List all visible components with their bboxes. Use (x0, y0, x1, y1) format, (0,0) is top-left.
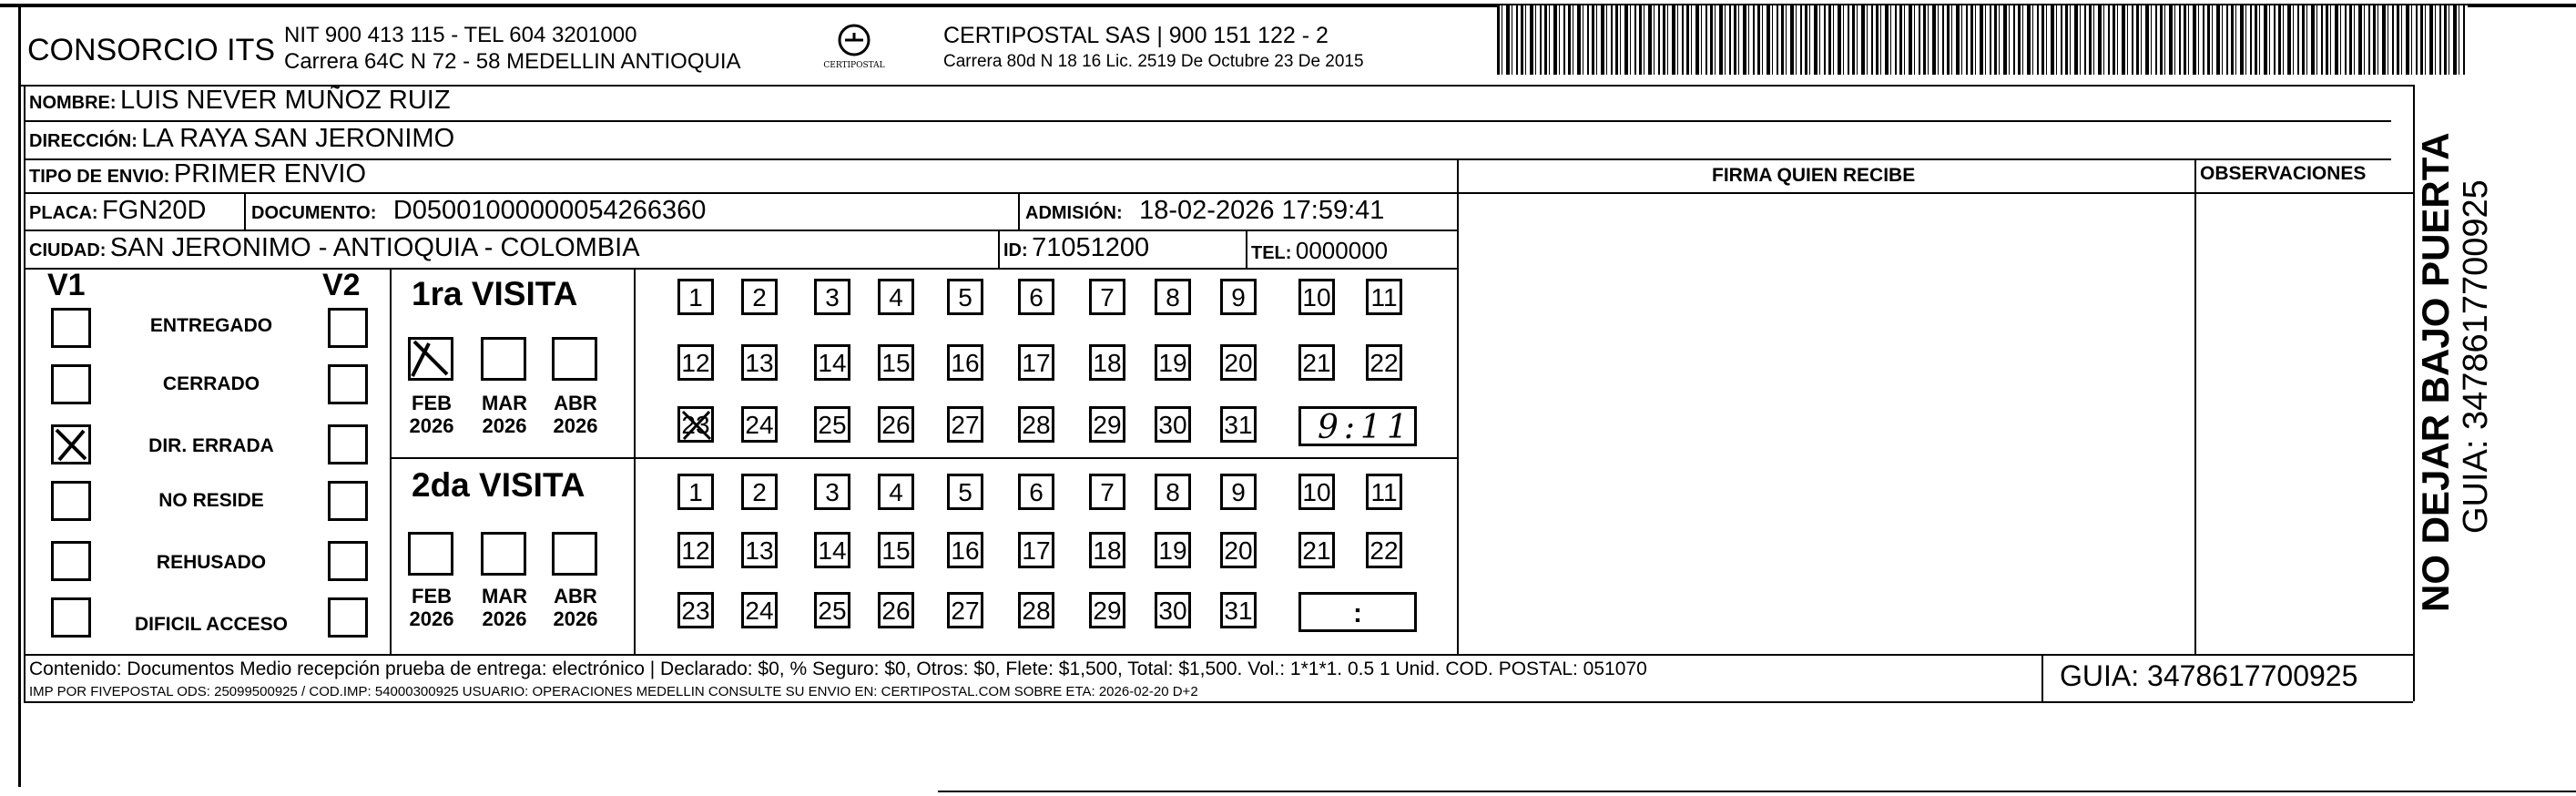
month-name: MAR (481, 392, 528, 414)
first-visit-day-18[interactable] (1089, 344, 1125, 381)
first-month-abr (548, 392, 603, 438)
cell-divider (998, 230, 1000, 268)
day-number: 9 (1231, 283, 1246, 311)
tipo-envio-row (29, 161, 366, 188)
check-mark-icon (54, 427, 88, 462)
status-section-divider (390, 268, 392, 654)
first-visit-day-26[interactable] (878, 406, 914, 443)
ciudad-cell (29, 235, 640, 261)
row-line (24, 268, 1457, 270)
day-number: 17 (1022, 536, 1051, 565)
second-visit-day-19[interactable] (1155, 532, 1191, 568)
second-visit-title: 2da VISITA (412, 466, 585, 504)
certipostal-logo (818, 20, 891, 78)
bottom-stub-line (938, 791, 2576, 792)
month-year: 2026 (409, 607, 454, 631)
day-number: 28 (1022, 411, 1051, 439)
first-visit-day-2[interactable] (741, 279, 778, 315)
documento-value: D05001000000054266360 (392, 196, 707, 225)
first-visit-day-30[interactable] (1155, 406, 1191, 443)
day-number: 13 (745, 536, 774, 565)
first-month-feb (404, 392, 459, 438)
second-visit-day-27[interactable] (947, 592, 983, 628)
second-month-abr-checkbox[interactable] (552, 532, 597, 576)
second-visit-day-18[interactable] (1089, 532, 1125, 568)
v2-checkbox-rehusado[interactable] (328, 541, 368, 581)
second-visit-day-7[interactable] (1089, 474, 1125, 510)
day-number: 1 (688, 283, 703, 311)
first-visit-day-15[interactable] (878, 344, 914, 381)
second-visit-day-24[interactable] (741, 592, 778, 628)
day-number: 3 (825, 478, 840, 506)
second-visit-time: : (1353, 598, 1362, 628)
day-number: 15 (881, 536, 911, 565)
row-line (24, 120, 2391, 122)
day-number: 31 (1224, 597, 1253, 625)
day-number: 27 (951, 597, 980, 625)
month-name: FEB (412, 585, 452, 607)
second-visit-day-2[interactable] (741, 474, 778, 510)
day-number: 25 (818, 597, 847, 625)
first-month-abr-checkbox[interactable] (552, 337, 597, 381)
day-number: 8 (1166, 478, 1180, 506)
first-month-mar-checkbox[interactable] (481, 337, 526, 381)
second-visit-day-9[interactable] (1220, 474, 1257, 510)
first-visit-day-19[interactable] (1155, 344, 1191, 381)
status-no-reside: NO RESIDE (158, 490, 264, 511)
day-number: 20 (1224, 349, 1253, 377)
nombre-value: LUIS NEVER MUÑOZ RUIZ (120, 86, 451, 115)
day-number: 23 (681, 411, 710, 439)
day-number: 23 (681, 597, 710, 625)
v1-header: V1 (47, 268, 86, 302)
first-visit-day-1[interactable] (677, 279, 714, 315)
second-visit-day-10[interactable] (1298, 474, 1335, 510)
company-nit: NIT 900 413 115 - TEL 604 3201000 (284, 23, 637, 47)
admision-value: 18-02-2026 17:59:41 (1139, 196, 1385, 225)
admision-label: ADMISIÓN: (1025, 203, 1123, 223)
day-number: 8 (1166, 283, 1180, 311)
first-visit-day-28[interactable] (1018, 406, 1054, 443)
direccion-row (29, 126, 454, 152)
first-visit-day-3[interactable] (814, 279, 850, 315)
first-visit-day-20[interactable] (1220, 344, 1257, 381)
v1-checkbox-no-reside[interactable] (51, 481, 91, 521)
day-number: 17 (1022, 349, 1051, 377)
day-number: 30 (1158, 597, 1187, 625)
second-visit-day-25[interactable] (814, 592, 850, 628)
v1-checkbox-rehusado[interactable] (51, 541, 91, 581)
id-label: ID: (1003, 240, 1028, 260)
firma-left-border (1457, 158, 1459, 654)
id-cell (1003, 235, 1149, 261)
day-number: 18 (1093, 349, 1122, 377)
day-number: 19 (1158, 349, 1187, 377)
placa-cell (29, 198, 206, 224)
v1-checkbox-dificil-acceso[interactable] (51, 597, 91, 638)
row-line (24, 158, 2391, 160)
first-visit-day-29[interactable] (1089, 406, 1125, 443)
day-number: 5 (958, 478, 972, 506)
day-number: 24 (745, 597, 774, 625)
footer-content-line: Contenido: Documentos Medio recepción prueba de entrega: electrónico | Declarado: $0, % Seguro: $0, Otros: $0, Flete: $1,500, Total: $1,500. Vol.: 1*1*1. 0.5 1 Unid. COD. POSTAL: 051070 (29, 658, 1647, 679)
placa-label: PLACA: (29, 203, 98, 223)
day-number: 27 (951, 411, 980, 439)
second-visit-day-31[interactable] (1220, 592, 1257, 628)
day-number: 26 (881, 411, 911, 439)
ciudad-label: CIUDAD: (29, 240, 107, 260)
tel-label: TEL: (1251, 243, 1292, 263)
second-visit-day-30[interactable] (1155, 592, 1191, 628)
row-line (24, 230, 1457, 231)
second-visit-day-15[interactable] (878, 532, 914, 568)
day-number: 6 (1029, 283, 1044, 311)
footer-imp-line: IMP POR FIVEPOSTAL ODS: 25099500925 / COD.IMP: 54000300925 USUARIO: OPERACIONES MEDELLIN CONSULTE SU ENVIO EN: CERTIPOSTAL.COM SOBRE ETA: 2026-02-20 D+2 (29, 684, 1198, 699)
v2-checkbox-cerrado[interactable] (328, 364, 368, 404)
second-month-mar-checkbox[interactable] (481, 532, 526, 576)
second-visit-day-22[interactable] (1366, 532, 1402, 568)
day-number: 3 (825, 283, 840, 311)
barcode (1497, 5, 2468, 75)
day-number: 12 (681, 349, 710, 377)
first-visit-day-11[interactable] (1366, 279, 1402, 315)
table-left-border (24, 85, 25, 701)
second-month-mar (477, 585, 532, 631)
day-number: 15 (881, 349, 911, 377)
first-visit-day-21[interactable] (1298, 344, 1335, 381)
ciudad-value: SAN JERONIMO - ANTIOQUIA - COLOMBIA (109, 233, 640, 262)
company-name: CONSORCIO ITS (27, 33, 276, 67)
month-name: FEB (412, 392, 452, 414)
day-number: 29 (1093, 411, 1122, 439)
cell-divider (244, 192, 246, 230)
first-visit-day-16[interactable] (947, 344, 983, 381)
second-visit-day-16[interactable] (947, 532, 983, 568)
v1-checkbox-cerrado[interactable] (51, 364, 91, 404)
placa-value: FGN20D (102, 196, 207, 225)
direccion-value: LA RAYA SAN JERONIMO (141, 124, 455, 153)
day-number: 2 (752, 283, 767, 311)
documento-cell (251, 198, 706, 224)
second-month-abr (548, 585, 603, 631)
day-number: 9 (1231, 478, 1246, 506)
tel-cell (1251, 239, 1388, 262)
month-year: 2026 (553, 414, 598, 438)
first-visit-day-22[interactable] (1366, 344, 1402, 381)
status-rehusado: REHUSADO (156, 552, 267, 573)
first-visit-time: 9:11 (1318, 409, 1413, 446)
nombre-row (29, 87, 451, 114)
side-guia: GUIA: 3478617700925 (2457, 179, 2495, 534)
status-dir-errada: DIR. ERRADA (148, 435, 274, 456)
day-number: 16 (951, 536, 980, 565)
second-month-feb (404, 585, 459, 631)
day-number: 16 (951, 349, 980, 377)
day-number: 7 (1100, 283, 1115, 311)
side-no-dejar: NO DEJAR BAJO PUERTA (2414, 132, 2457, 612)
documento-label: DOCUMENTO: (251, 203, 377, 223)
visit-divider (390, 457, 1457, 459)
first-visit-day-6[interactable] (1018, 279, 1054, 315)
second-visit-day-13[interactable] (741, 532, 778, 568)
day-number: 11 (1370, 478, 1398, 506)
second-visit-day-14[interactable] (814, 532, 850, 568)
second-visit-day-20[interactable] (1220, 532, 1257, 568)
second-visit-day-17[interactable] (1018, 532, 1054, 568)
check-mark-icon (411, 340, 451, 378)
second-visit-day-3[interactable] (814, 474, 850, 510)
nombre-label: NOMBRE: (29, 93, 117, 113)
company-address: Carrera 64C N 72 - 58 MEDELLIN ANTIOQUIA (284, 49, 741, 74)
second-visit-day-21[interactable] (1298, 532, 1335, 568)
first-visit-day-14[interactable] (814, 344, 850, 381)
second-visit-day-12[interactable] (677, 532, 714, 568)
tel-value: 0000000 (1295, 237, 1389, 264)
day-number: 30 (1158, 411, 1187, 439)
day-number: 21 (1302, 349, 1331, 377)
first-visit-day-10[interactable] (1298, 279, 1335, 315)
v1-checkbox-dir-errada[interactable] (51, 424, 91, 464)
day-number: 11 (1370, 283, 1398, 311)
day-number: 10 (1302, 283, 1331, 311)
day-number: 2 (752, 478, 767, 506)
first-visit-time-box[interactable] (1298, 406, 1417, 446)
observaciones-header: OBSERVACIONES (2200, 163, 2367, 184)
first-visit-day-12[interactable] (677, 344, 714, 381)
status-dificil-acceso: DIFICIL ACCESO (134, 614, 288, 635)
month-name: MAR (481, 585, 528, 607)
month-year: 2026 (482, 414, 527, 438)
day-number: 18 (1093, 536, 1122, 565)
day-number: 25 (818, 411, 847, 439)
v2-checkbox-no-reside[interactable] (328, 481, 368, 521)
day-number: 22 (1369, 536, 1399, 565)
logo-text: CERTIPOSTAL (823, 61, 885, 70)
day-number: 4 (889, 478, 903, 506)
day-number: 1 (688, 478, 703, 506)
footer-guia-divider (2041, 654, 2043, 701)
left-border (18, 4, 21, 787)
tipo-value: PRIMER ENVIO (173, 159, 367, 189)
first-visit-day-27[interactable] (947, 406, 983, 443)
day-number: 14 (818, 536, 847, 565)
row-line (24, 654, 2413, 656)
month-year: 2026 (553, 607, 598, 631)
day-number: 26 (881, 597, 911, 625)
second-visit-time-box[interactable] (1298, 592, 1417, 632)
first-visit-title: 1ra VISITA (412, 275, 578, 312)
row-line (24, 701, 2413, 703)
id-value: 71051200 (1032, 233, 1150, 262)
first-visit-day-24[interactable] (741, 406, 778, 443)
second-visit-day-8[interactable] (1155, 474, 1191, 510)
status-cerrado: CERRADO (162, 373, 260, 394)
footer-guia: GUIA: 3478617700925 (2060, 659, 2358, 692)
second-visit-day-4[interactable] (878, 474, 914, 510)
month-year: 2026 (409, 414, 454, 438)
firma-header: FIRMA QUIEN RECIBE (1712, 165, 1916, 186)
day-number: 4 (889, 283, 903, 311)
first-visit-day-23[interactable] (677, 406, 714, 443)
first-visit-day-31[interactable] (1220, 406, 1257, 443)
observaciones-left-border (2194, 158, 2196, 654)
month-name: ABR (554, 392, 597, 414)
day-number: 19 (1158, 536, 1187, 565)
direccion-label: DIRECCIÓN: (29, 131, 137, 151)
second-visit-day-23[interactable] (677, 592, 714, 628)
day-number: 31 (1224, 411, 1253, 439)
first-visit-day-4[interactable] (878, 279, 914, 315)
v2-checkbox-entregado[interactable] (328, 308, 368, 348)
v2-checkbox-dificil-acceso[interactable] (328, 597, 368, 638)
day-number: 5 (958, 283, 972, 311)
second-visit-day-29[interactable] (1089, 592, 1125, 628)
first-visit-day-8[interactable] (1155, 279, 1191, 315)
month-year: 2026 (482, 607, 527, 631)
day-number: 10 (1302, 478, 1331, 506)
status-entregado: ENTREGADO (149, 315, 273, 336)
first-visit-day-25[interactable] (814, 406, 850, 443)
day-number: 28 (1022, 597, 1051, 625)
day-number: 20 (1224, 536, 1253, 565)
second-visit-day-26[interactable] (878, 592, 914, 628)
carrier-name: CERTIPOSTAL SAS | 900 151 122 - 2 (943, 23, 1329, 48)
first-visit-day-17[interactable] (1018, 344, 1054, 381)
months-section-divider (634, 268, 636, 654)
second-visit-day-5[interactable] (947, 474, 983, 510)
carrier-license: Carrera 80d N 18 16 Lic. 2519 De Octubre 23 De 2015 (943, 52, 1364, 71)
day-number: 7 (1100, 478, 1115, 506)
v2-checkbox-dir-errada[interactable] (328, 424, 368, 464)
v2-header: V2 (322, 268, 361, 302)
day-number: 6 (1029, 478, 1044, 506)
first-visit-day-7[interactable] (1089, 279, 1125, 315)
day-number: 13 (745, 349, 774, 377)
cell-divider (1246, 230, 1247, 268)
v1-checkbox-entregado[interactable] (51, 308, 91, 348)
first-month-feb-checkbox[interactable] (408, 337, 453, 381)
first-visit-day-13[interactable] (741, 344, 778, 381)
first-month-mar (477, 392, 532, 438)
second-visit-day-6[interactable] (1018, 474, 1054, 510)
day-number: 22 (1369, 349, 1399, 377)
second-visit-day-28[interactable] (1018, 592, 1054, 628)
cell-divider (1018, 192, 1020, 230)
tipo-label: TIPO DE ENVIO: (29, 167, 170, 187)
second-visit-day-11[interactable] (1366, 474, 1402, 510)
row-line (24, 192, 2413, 194)
day-number: 24 (745, 411, 774, 439)
first-visit-day-9[interactable] (1220, 279, 1257, 315)
day-number: 21 (1302, 536, 1331, 565)
second-visit-day-1[interactable] (677, 474, 714, 510)
day-number: 14 (818, 349, 847, 377)
admision-cell (1025, 198, 1384, 224)
day-number: 12 (681, 536, 710, 565)
month-name: ABR (554, 585, 597, 607)
day-number: 29 (1093, 597, 1122, 625)
second-month-feb-checkbox[interactable] (408, 532, 453, 576)
first-visit-day-5[interactable] (947, 279, 983, 315)
